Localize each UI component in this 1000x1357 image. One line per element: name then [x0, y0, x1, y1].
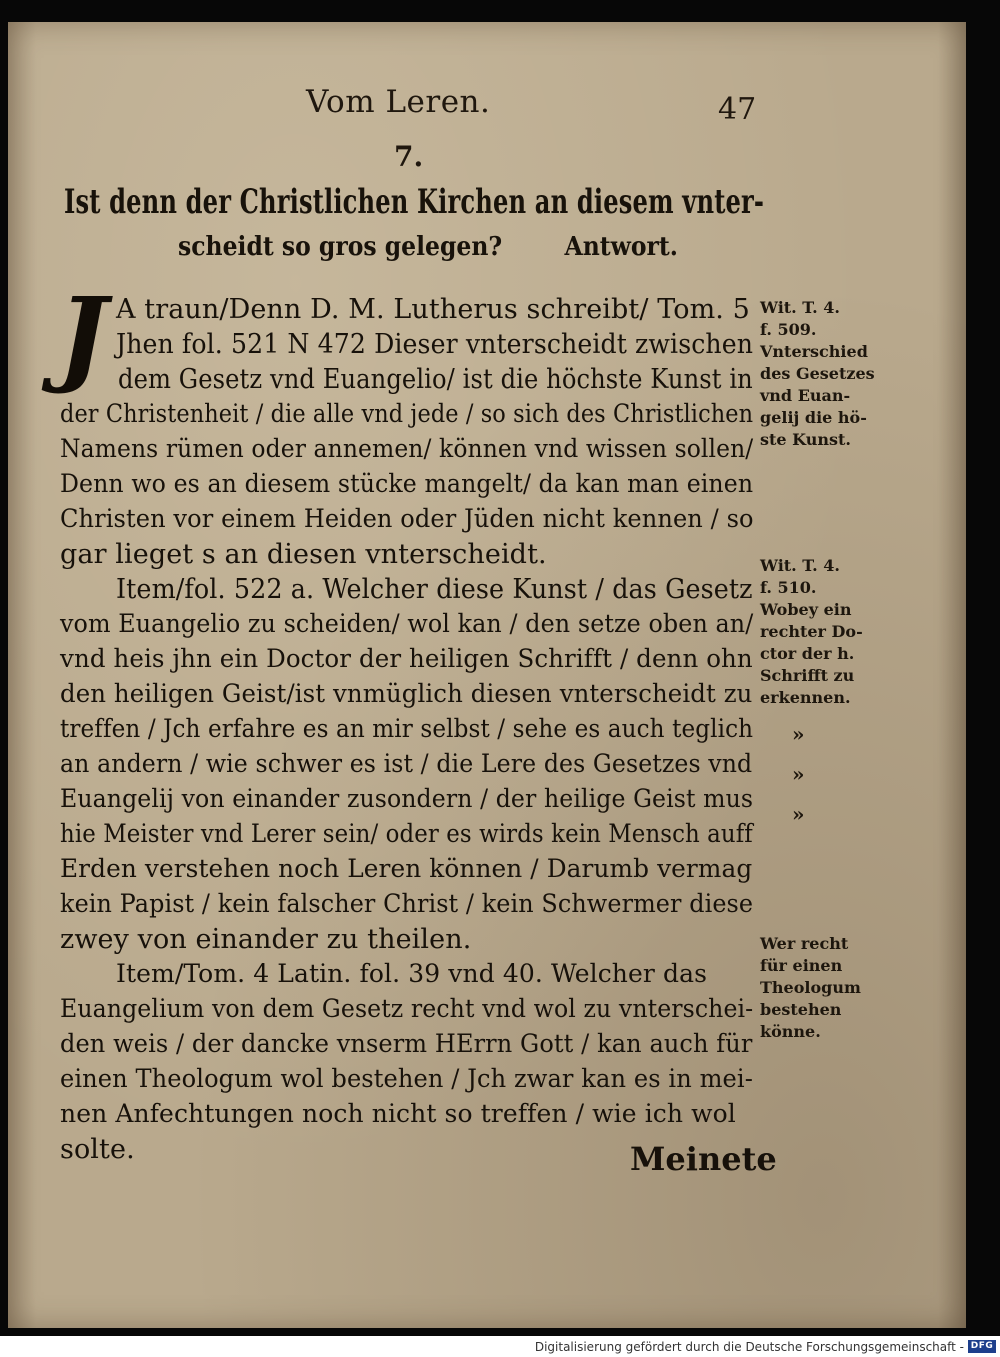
margin-note: des Gesetzes	[760, 364, 875, 383]
margin-note: bestehen	[760, 1000, 842, 1019]
body-line: den heiligen Geist/ist vnmüglich diesen vnterscheidt zu	[60, 679, 753, 708]
body-line: solte.	[60, 1134, 135, 1165]
margin-note: Vnterschied	[760, 342, 868, 361]
running-head: Vom Leren.	[306, 84, 491, 120]
margin-quote-mark: »	[792, 802, 805, 826]
question-heading-line-2	[178, 232, 678, 262]
margin-note: für einen	[760, 956, 843, 975]
margin-quote-mark: »	[792, 722, 805, 746]
catchword: Meinete	[630, 1140, 777, 1178]
body-line: einen Theologum wol bestehen / Jch zwar kan es in mei-	[60, 1064, 753, 1093]
margin-note: Wer recht	[760, 934, 849, 953]
margin-note: rechter Do-	[760, 622, 863, 641]
body-line: vom Euangelio zu scheiden/ wol kan / den setze oben an/	[60, 609, 754, 638]
margin-note: gelij die hö-	[760, 408, 867, 427]
answer-label: Antwort.	[564, 232, 678, 262]
dfg-logo-icon: DFG	[968, 1340, 996, 1353]
margin-note: Wit. T. 4.	[760, 298, 840, 317]
body-line: Erden verstehen noch Leren können / Darumb vermag	[60, 854, 753, 883]
body-line: den weis / der dancke vnserm HErrn Gott / kan auch für	[60, 1029, 753, 1058]
margin-quote-mark: »	[792, 762, 805, 786]
body-line: Jhen fol. 521 N 472 Dieser vnterscheidt zwischen	[116, 329, 754, 360]
body-line: nen Anfechtungen noch nicht so treffen / wie ich wol	[60, 1099, 736, 1128]
body-line: gar lieget s an diesen vnterscheidt.	[60, 539, 547, 570]
body-line: Denn wo es an diesem stücke mangelt/ da kan man einen	[60, 469, 754, 498]
margin-note: vnd Euan-	[760, 386, 851, 405]
book-page	[8, 22, 966, 1328]
body-line: Christen vor einem Heiden oder Jüden nicht kennen / so	[60, 504, 754, 533]
body-line: Item/fol. 522 a. Welcher diese Kunst / das Gesetz	[116, 574, 753, 605]
margin-note: Wobey ein	[760, 600, 852, 619]
body-line: Namens rümen oder annemen/ können vnd wissen sollen/	[60, 434, 754, 463]
body-line: dem Gesetz vnd Euangelio/ ist die höchste Kunst in	[118, 364, 753, 395]
margin-note: f. 509.	[760, 320, 817, 339]
margin-note: Wit. T. 4.	[760, 556, 840, 575]
margin-note: könne.	[760, 1022, 821, 1041]
margin-note: ctor der h.	[760, 644, 855, 663]
margin-note: ste Kunst.	[760, 430, 851, 449]
footer-credit-text: Digitalisierung gefördert durch die Deutsche Forschungsgemeinschaft -	[534, 1340, 964, 1354]
question-heading-text: scheidt so gros gelegen?	[178, 232, 503, 262]
body-line: an andern / wie schwer es ist / die Lere des Gesetzes vnd	[60, 749, 753, 778]
margin-note: f. 510.	[760, 578, 817, 597]
body-line: kein Papist / kein falscher Christ / kein Schwermer diese	[60, 889, 754, 918]
body-line: A traun/Denn D. M. Lutherus schreibt/ Tom. 5	[116, 294, 750, 325]
body-line: hie Meister vnd Lerer sein/ oder es wirds kein Mensch auff	[60, 819, 753, 848]
question-heading-line-1: Ist denn der Christlichen Kirchen an diesem vnter-	[64, 182, 765, 222]
section-number: 7.	[394, 140, 424, 173]
drop-cap-initial: J	[58, 274, 108, 397]
body-line: treffen / Jch erfahre es an mir selbst / sehe es auch teglich	[60, 714, 754, 743]
margin-note: Theologum	[760, 978, 861, 997]
body-line: vnd heis jhn ein Doctor der heiligen Schrifft / denn ohn	[60, 644, 753, 673]
body-line: der Christenheit / die alle vnd jede / so sich des Christlichen	[60, 399, 754, 428]
body-line: Euangelij von einander zusondern / der heilige Geist mus	[60, 784, 754, 813]
body-line: zwey von einander zu theilen.	[60, 924, 472, 955]
margin-note: erkennen.	[760, 688, 851, 707]
margin-note: Schrifft zu	[760, 666, 855, 685]
body-line: Euangelium von dem Gesetz recht vnd wol zu vnterschei-	[60, 994, 754, 1023]
page-number: 47	[718, 92, 757, 127]
body-line: Item/Tom. 4 Latin. fol. 39 vnd 40. Welcher das	[116, 959, 708, 988]
